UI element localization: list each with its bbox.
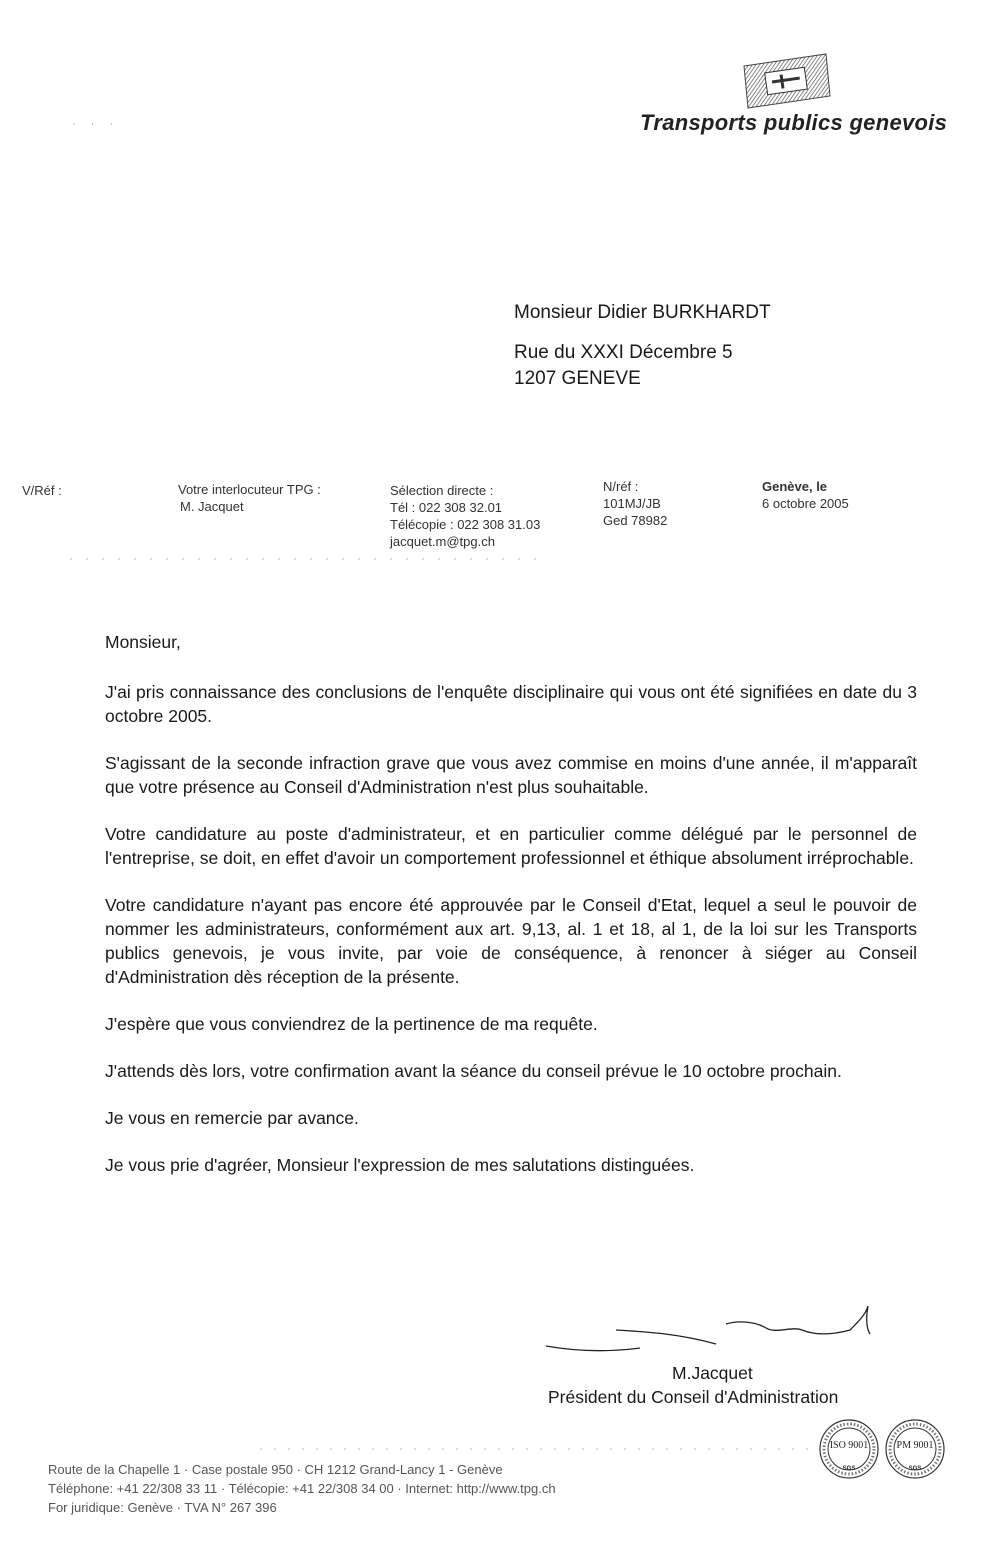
recipient-city: 1207 GENEVE bbox=[514, 368, 641, 389]
contact-value: M. Jacquet bbox=[180, 499, 244, 514]
brand-name: Transports publics genevois bbox=[640, 110, 948, 135]
footer-line-1: Route de la Chapelle 1 · Case postale 950 · CH 1212 Grand-Lancy 1 - Genève bbox=[48, 1462, 503, 1477]
signatory-name: M.Jacquet bbox=[672, 1363, 753, 1383]
contact-block bbox=[178, 481, 321, 515]
footer-line-2: Téléphone: +41 22/308 33 11 · Télécopie: +41 22/308 34 00 · Internet: http://www.tpg.ch bbox=[48, 1481, 556, 1496]
direct-tel: Tél : 022 308 32.01 bbox=[390, 500, 503, 515]
tpg-logo-icon bbox=[738, 48, 834, 112]
direct-email: jacquet.m@tpg.ch bbox=[390, 534, 495, 549]
footer-line-3: For juridique: Genève · TVA N° 267 396 bbox=[48, 1500, 277, 1515]
cert2-label: PM 9001 bbox=[896, 1440, 934, 1451]
footer-separator bbox=[260, 1446, 820, 1452]
contact-label: Votre interlocuteur TPG : bbox=[178, 482, 321, 497]
footer-address bbox=[48, 1460, 556, 1517]
recipient-address bbox=[514, 300, 771, 392]
separator-line bbox=[70, 556, 550, 562]
direct-fax: Télécopie : 022 308 31.03 bbox=[390, 517, 541, 532]
direct-label: Sélection directe : bbox=[390, 483, 494, 498]
letter-body bbox=[105, 630, 917, 1200]
paragraph-5: J'espère que vous conviendrez de la pertinence de ma requête. bbox=[105, 1014, 598, 1034]
recipient-name: Monsieur Didier BURKHARDT bbox=[514, 302, 771, 323]
cert1-brand: SGS bbox=[842, 1466, 856, 1472]
header-marks: · · · bbox=[72, 118, 120, 130]
our-ref-1: 101MJ/JB bbox=[603, 496, 661, 511]
paragraph-8: Je vous prie d'agréer, Monsieur l'expression de mes salutations distinguées. bbox=[105, 1155, 695, 1175]
date-label: Genève, le bbox=[762, 479, 828, 494]
direct-contact-block bbox=[390, 482, 540, 550]
paragraph-2: S'agissant de la seconde infraction grave que vous avez commise en moins d'une année, il m'apparaît que votre présence au Conseil d'Administration n'est plus souhaitable. bbox=[105, 753, 917, 797]
cert1-label: ISO 9001 bbox=[829, 1440, 869, 1451]
cert2-brand: SGS bbox=[908, 1466, 922, 1472]
recipient-street: Rue du XXXI Décembre 5 bbox=[514, 342, 733, 363]
iso-9001-certification-seal-icon bbox=[818, 1418, 880, 1480]
our-ref-2: Ged 78982 bbox=[603, 513, 668, 528]
paragraph-7: Je vous en remercie par avance. bbox=[105, 1108, 359, 1128]
our-ref-block bbox=[603, 478, 667, 529]
paragraph-1: J'ai pris connaissance des conclusions de l'enquête disciplinaire qui vous ont été signifiées en date du 3 octobre 2005. bbox=[105, 682, 917, 726]
salutation: Monsieur, bbox=[105, 632, 181, 652]
date-block bbox=[762, 478, 849, 512]
handwritten-signature bbox=[540, 1300, 880, 1370]
date-value: 6 octobre 2005 bbox=[762, 496, 849, 511]
paragraph-3: Votre candidature au poste d'administrateur, et en particulier comme délégué par le personnel de l'entreprise, se doit, en effet d'avoir un comportement professionnel et éthique absolument irréprochable. bbox=[105, 824, 917, 868]
our-ref-label: N/réf : bbox=[603, 479, 639, 494]
paragraph-4: Votre candidature n'ayant pas encore été approuvée par le Conseil d'Etat, lequel a seul le pouvoir de nommer les administrateurs, conformément aux art. 9,13, al. 1 et 18, al 1, de la loi sur les Transports publics genevois, je vous invite, par voie de conséquence, à renoncer à siéger au Conseil d'Administration dès réception de la présente. bbox=[105, 895, 917, 987]
signatory-title: Président du Conseil d'Administration bbox=[548, 1387, 839, 1407]
paragraph-6: J'attends dès lors, votre confirmation avant la séance du conseil prévue le 10 octobre prochain. bbox=[105, 1061, 842, 1081]
your-ref bbox=[22, 482, 62, 499]
pm-9001-certification-seal-icon bbox=[884, 1418, 946, 1480]
your-ref-label: V/Réf : bbox=[22, 483, 62, 498]
